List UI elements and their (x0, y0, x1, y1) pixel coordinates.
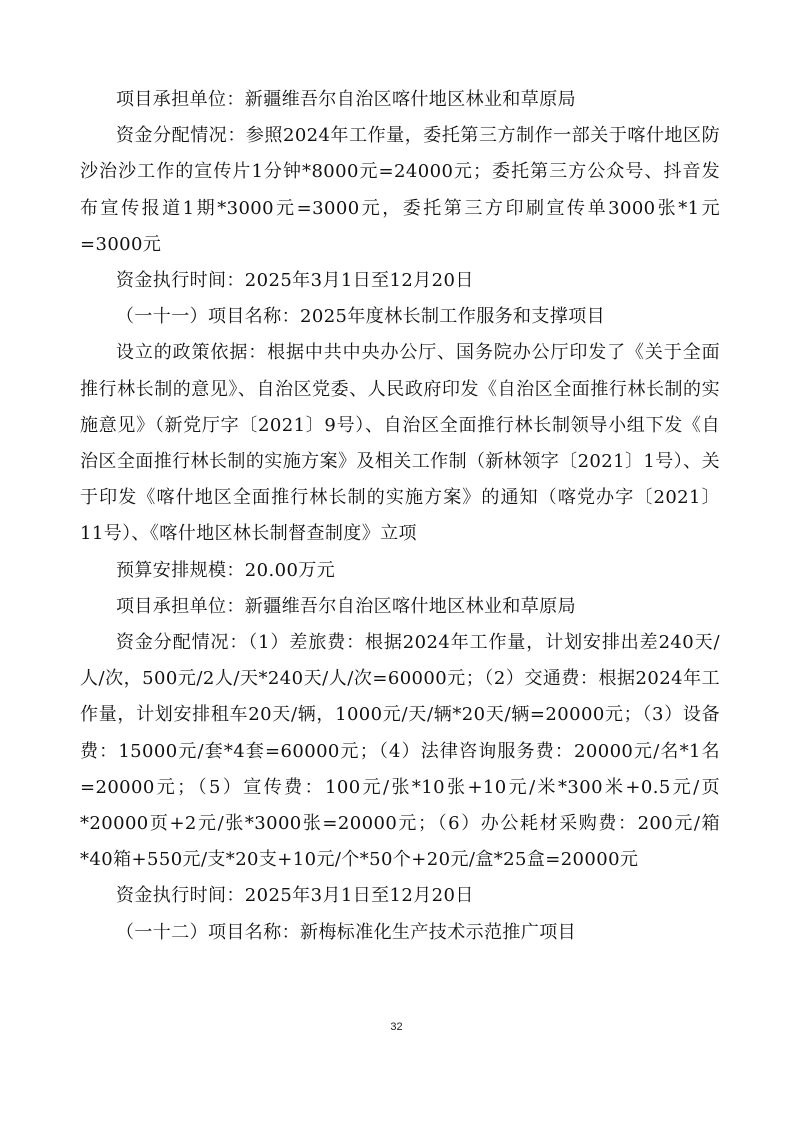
paragraph-budget-scale: 预算安排规模：20.00万元 (116, 559, 336, 581)
paragraph-unit-1: 项目承担单位：新疆维吾尔自治区喀什地区林业和草原局 (116, 89, 576, 110)
paragraph-execution-time-2: 资金执行时间：2025年3月1日至12月20日 (116, 885, 474, 907)
paragraph-project-11-title: （一十一）项目名称：2025年度林长制工作服务和支撑项目 (116, 306, 606, 328)
paragraph-funds-allocation-1: 资金分配情况：参照2024年工作量，委托第三方制作一部关于喀什地区防沙治沙工作的宣传片1分钟*8000元=24000元；委托第三方公众号、抖音发布宣传报道1期*3000元=3000元，委托第三方印刷宣传单3000张*1元=3000元 (80, 125, 720, 255)
paragraph-unit-2: 项目承担单位：新疆维吾尔自治区喀什地区林业和草原局 (116, 595, 576, 617)
body-text (80, 82, 720, 951)
paragraph-policy-basis: 设立的政策依据：根据中共中央办公厅、国务院办公厅印发了《关于全面推行林长制的意见》、自治区党委、人民政府印发《自治区全面推行林长制的实施意见》（新党厅字〔2021〕9号）、自治区全面推行林长制领导小组下发《自治区全面推行林长制的实施方案》及相关工作制（新林领字〔2021〕1号）、关于印发《喀什地区全面推行林长制的实施方案》的通知（喀党办字〔2021〕11号）、《喀什地区林长制督查制度》立项 (80, 342, 720, 545)
page-number: 32 (390, 1021, 403, 1033)
paragraph-execution-time-1: 资金执行时间：2025年3月1日至12月20日 (116, 270, 474, 292)
paragraph-project-12-title: （一十二）项目名称：新梅标准化生产技术示范推广项目 (116, 921, 576, 943)
paragraph-funds-allocation-2: 资金分配情况：（1）差旅费：根据2024年工作量，计划安排出差240天/人/次，500元/2人/天*240天/人/次=60000元；（2）交通费：根据2024年工作量，计划安排租车20天/辆，1000元/天/辆*20天/辆=20000元；（3）设备费：15000元/套*4套=60000元；（4）法律咨询服务费：20000元/名*1名=20000元；（5）宣传费：100元/张*10张+10元/米*300米+0.5元/页*20000页+2元/张*3000张=20000元；（6）办公耗材采购费：200元/箱*40箱+550元/支*20支+10元/个*50个+20元/盒*25盒=20000元 (80, 632, 720, 871)
